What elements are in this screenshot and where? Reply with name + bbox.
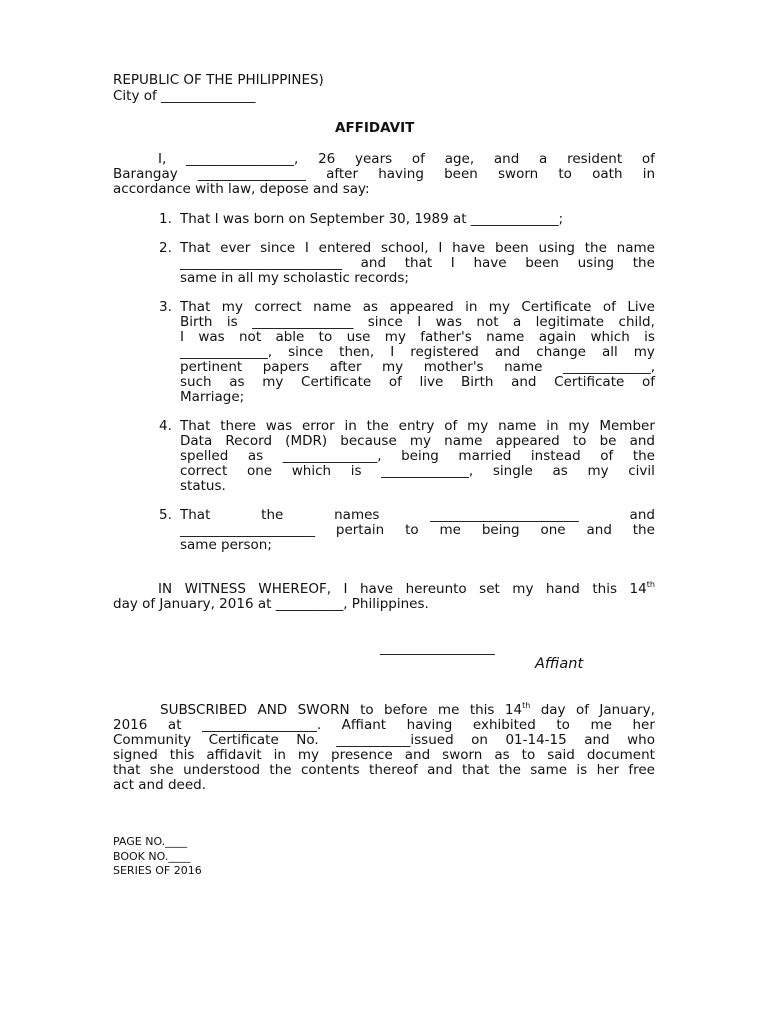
item-3-line-4: _____________, since then, I registered and change all my — [180, 344, 655, 360]
item-3-line-7: Marriage; — [180, 389, 245, 405]
jurat-line-6: act and deed. — [113, 777, 207, 793]
intro-line-3: accordance with law, depose and say: — [113, 181, 370, 197]
item-2-line-3: same in all my scholastic records; — [180, 270, 409, 286]
jurat-line-1: SUBSCRIBED AND SWORN to before me this 14th day of January, — [160, 700, 655, 718]
item-4-line-2: Data Record (MDR) because my name appeared to be and — [180, 433, 655, 449]
item-3-line-5: pertinent papers after my mother's name _____________, — [180, 359, 655, 375]
page-number-field: PAGE NO.____ — [113, 835, 188, 848]
item-4-line-5: status. — [180, 478, 226, 494]
signature-line: _________________ — [380, 640, 495, 656]
item-number-5: 5. — [159, 507, 172, 523]
item-number-2: 2. — [159, 240, 172, 256]
ordinal-suffix: th — [522, 700, 531, 710]
item-4-line-4: correct one which is _____________, single as my civil — [180, 463, 655, 479]
ordinal-suffix: th — [646, 579, 655, 589]
intro-line-2: Barangay ________________ after having been sworn to oath in — [113, 166, 655, 182]
item-1-text: That I was born on September 30, 1989 at _____________; — [180, 211, 564, 227]
intro-line-1: I, ________________, 26 years of age, and a resident of — [158, 151, 655, 167]
document-title: AFFIDAVIT — [335, 120, 415, 136]
item-3-line-1: That my correct name as appeared in my Certificate of Live — [180, 299, 655, 315]
jurat-line-3: Community Certificate No. ___________issued on 01-14-15 and who — [113, 732, 655, 748]
affiant-label: Affiant — [535, 656, 584, 672]
item-number-4: 4. — [159, 418, 172, 434]
item-5-line-1: That the names ______________________ and — [180, 507, 655, 523]
item-3-line-6: such as my Certificate of live Birth and Certificate of — [180, 374, 655, 390]
item-number-3: 3. — [159, 299, 172, 315]
item-2-line-1: That ever since I entered school, I have been using the name — [180, 240, 655, 256]
jurat-line-5: that she understood the contents thereof and that the same is her free — [113, 762, 655, 778]
item-5-line-2: ____________________ pertain to me being one and the — [180, 522, 655, 538]
item-number-1: 1. — [159, 211, 172, 227]
item-3-line-3: I was not able to use my father's name again which is — [180, 329, 655, 345]
city-header: City of ______________ — [113, 88, 256, 104]
witness-line-2: day of January, 2016 at __________, Philippines. — [113, 596, 429, 612]
jurat-line-4: signed this affidavit in my presence and sworn as to said document — [113, 747, 655, 763]
jurat-line-2: 2016 at _________________. Affiant having exhibited to me her — [113, 717, 655, 733]
series-field: SERIES OF 2016 — [113, 864, 202, 877]
item-4-line-3: spelled as ______________, being married instead of the — [180, 448, 655, 464]
item-3-line-2: Birth is _______________ since I was not a legitimate child, — [180, 314, 655, 330]
item-5-line-3: same person; — [180, 537, 272, 553]
item-2-line-2: ________________________ and that I have been using the — [180, 255, 655, 271]
book-number-field: BOOK NO.____ — [113, 850, 191, 863]
item-4-line-1: That there was error in the entry of my name in my Member — [180, 418, 655, 434]
republic-header: REPUBLIC OF THE PHILIPPINES) — [113, 72, 324, 88]
witness-line-1: IN WITNESS WHEREOF, I have hereunto set my hand this 14th — [158, 579, 655, 597]
